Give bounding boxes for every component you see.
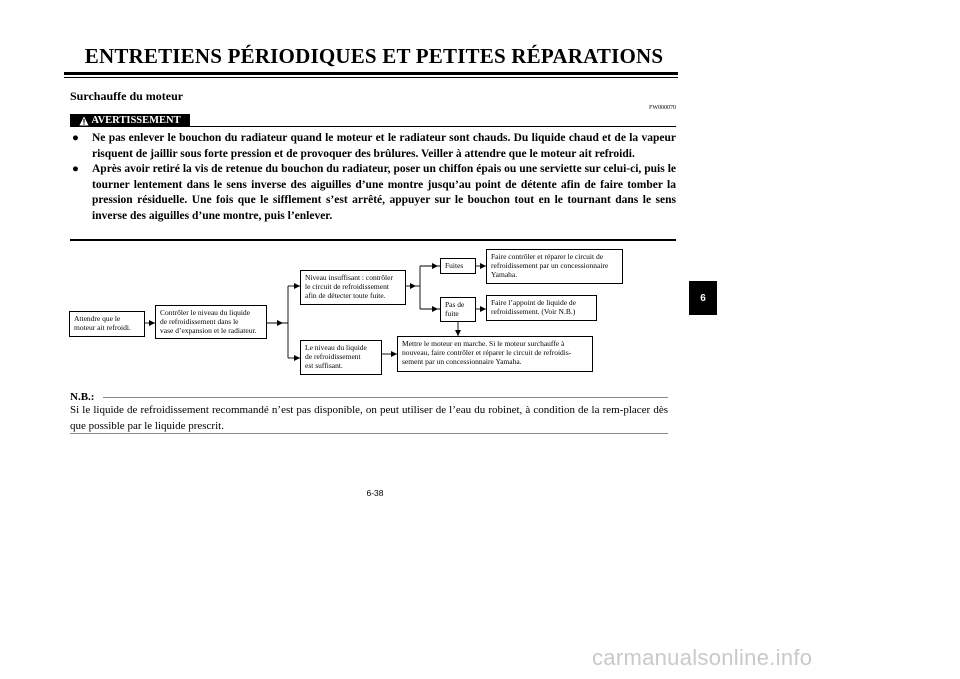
- note-text: Si le liquide de refroidissement recommandé n’est pas disponible, on peut utiliser de l’eau du robinet, à condition de la rem-placer dès que possible par le liquide prescrit.: [70, 404, 668, 432]
- flow-step-check-coolant-level: Contrôler le niveau du liquide de refroidissement dans le vase d’expansion et le radiateur.: [155, 305, 267, 339]
- flow-step-level-sufficient: Le niveau du liquide de refroidissement est suffisant.: [300, 340, 382, 375]
- bullet-icon: ●: [72, 163, 79, 176]
- flow-step-leaks: Fuites: [440, 258, 476, 274]
- flow-step-level-insufficient: Niveau insuffisant : contrôler le circuit de refroidissement afin de détecter toute fuite.: [300, 270, 406, 305]
- flow-step-top-up-coolant: Faire l’appoint de liquide de refroidissement. (Voir N.B.): [486, 295, 597, 321]
- flow-step-restart-engine: Mettre le moteur en marche. Si le moteur surchauffe à nouveau, faire contrôler et réparer le circuit de refroidis- sement par un concessionnaire Yamaha.: [397, 336, 593, 372]
- note-end-rule: [70, 433, 668, 434]
- page-number: 6-38: [366, 488, 384, 498]
- page-title: ENTRETIENS PÉRIODIQUES ET PETITES RÉPARATIONS: [84, 44, 664, 68]
- flow-step-dealer-repair: Faire contrôler et réparer le circuit de refroidissement par un concessionnaire Yamaha.: [486, 249, 623, 284]
- warning-item-text: Après avoir retiré la vis de retenue du bouchon du radiateur, poser un chiffon épais ou une serviette sur celui-ci, puis le tourner lentement dans le sens inverse des aiguilles d’une montre jusqu’au point de détente afin de faire tomber la pression résiduelle. Une fois que le sifflement s’est arrêté, appuyer sur le bouchon tout en le tournant dans le sens inverse des aiguilles d’une montre, puis l’enlever.: [92, 163, 676, 222]
- arrowhead: [410, 283, 416, 289]
- warning-item-text: Ne pas enlever le bouchon du radiateur quand le moteur et le radiateur sont chauds. Du liquide chaud et de la vapeur risquent de jaillir sous forte pression et de provoquer des brûlures. Veiller à attendre que le moteur ait refroidi.: [92, 132, 676, 160]
- arrowhead: [277, 320, 283, 326]
- chapter-tab[interactable]: 6: [689, 281, 717, 315]
- flow-step-no-leak: Pas de fuite: [440, 297, 476, 322]
- section-title: Surchauffe du moteur: [70, 89, 184, 103]
- bullet-icon: ●: [72, 132, 79, 144]
- flow-step-wait-cooldown: Attendre que le moteur ait refroidi.: [69, 311, 145, 337]
- note-rule: [103, 397, 668, 398]
- arrowhead: [432, 306, 438, 312]
- reference-code: FW000070: [649, 105, 676, 111]
- note-label: N.B.:: [70, 391, 95, 403]
- arrowhead: [432, 263, 438, 269]
- watermark: carmanualsonline.info: [592, 645, 813, 670]
- warning-label-text: AVERTISSEMENT: [91, 115, 181, 126]
